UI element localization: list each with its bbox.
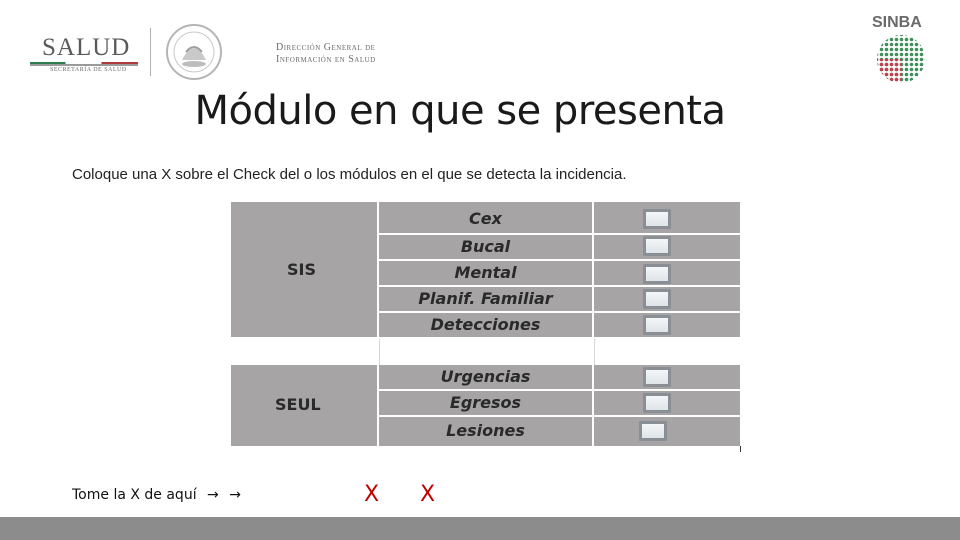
module-table bbox=[229, 202, 742, 450]
arrow-right-icon: → bbox=[229, 487, 241, 503]
dgis-line-1: Dirección General de bbox=[276, 42, 376, 53]
footer-bar bbox=[0, 517, 960, 540]
arrow-right-icon: → bbox=[207, 487, 219, 503]
checkbox-egresos[interactable] bbox=[643, 393, 671, 413]
row-separator bbox=[379, 233, 740, 235]
checkbox-cex[interactable] bbox=[643, 209, 671, 229]
salud-logo bbox=[28, 30, 140, 74]
x-mark-draggable[interactable]: X bbox=[364, 482, 380, 507]
take-x-text: Tome la X de aquí bbox=[72, 487, 197, 503]
row-separator bbox=[379, 259, 740, 261]
row-label-lesiones: Lesiones bbox=[446, 421, 525, 440]
sinba-logo bbox=[866, 12, 936, 90]
group-label-sis: SIS bbox=[287, 260, 316, 279]
row-separator bbox=[379, 415, 740, 417]
row-label-mental: Mental bbox=[454, 263, 517, 282]
page-title: Módulo en que se presenta bbox=[194, 88, 726, 134]
checkbox-urgencias[interactable] bbox=[643, 367, 671, 387]
take-x-label bbox=[72, 487, 241, 503]
checkbox-planif-familiar[interactable] bbox=[643, 289, 671, 309]
row-label-cex: Cex bbox=[469, 209, 502, 228]
blank-divider bbox=[379, 339, 380, 365]
checkbox-bucal[interactable] bbox=[643, 236, 671, 256]
row-separator bbox=[379, 389, 740, 391]
dgis-line-2: Información en Salud bbox=[276, 54, 376, 65]
row-label-urgencias: Urgencias bbox=[440, 367, 531, 386]
header-divider bbox=[150, 28, 151, 76]
dgis-logo bbox=[276, 42, 376, 66]
sinba-globe-icon bbox=[874, 32, 928, 86]
row-label-planif-familiar: Planif. Familiar bbox=[418, 289, 553, 308]
checkbox-mental[interactable] bbox=[643, 264, 671, 284]
salud-logo-rule bbox=[30, 64, 138, 66]
checkbox-detecciones[interactable] bbox=[643, 315, 671, 335]
salud-logo-subtext: SECRETARÍA DE SALUD bbox=[50, 67, 127, 73]
group-label-seul: SEUL bbox=[275, 395, 321, 414]
row-separator bbox=[379, 285, 740, 287]
table-edge-mark bbox=[740, 446, 741, 452]
blank-divider bbox=[594, 339, 595, 365]
sinba-logo-text: SINBA bbox=[872, 14, 922, 31]
row-label-detecciones: Detecciones bbox=[430, 315, 541, 334]
national-seal-icon bbox=[164, 22, 224, 82]
x-mark-draggable[interactable]: X bbox=[420, 482, 436, 507]
salud-logo-text: SALUD bbox=[42, 34, 131, 61]
instructions-text: Coloque una X sobre el Check del o los módulos en el que se detecta la incidencia. bbox=[72, 166, 627, 183]
row-separator bbox=[379, 311, 740, 313]
row-label-bucal: Bucal bbox=[460, 237, 511, 256]
checkbox-lesiones[interactable] bbox=[639, 421, 667, 441]
row-label-egresos: Egresos bbox=[449, 393, 522, 412]
